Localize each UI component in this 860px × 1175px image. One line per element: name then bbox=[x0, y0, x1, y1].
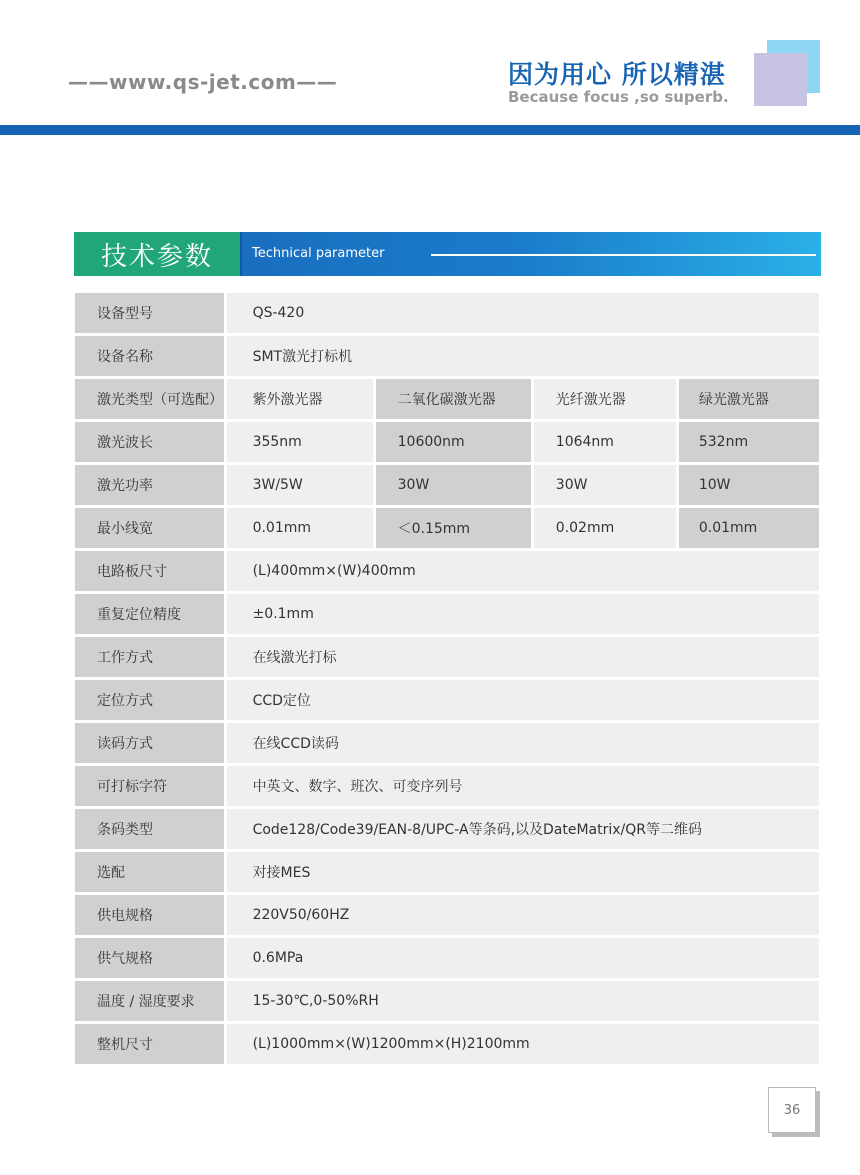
spec-table bbox=[75, 290, 819, 1067]
spec-label: 激光类型（可选配） bbox=[75, 379, 227, 419]
table-row bbox=[75, 981, 819, 1021]
table-row bbox=[75, 637, 819, 677]
spec-label: 电路板尺寸 bbox=[75, 551, 227, 591]
header-rule bbox=[0, 125, 860, 135]
spec-label: 激光功率 bbox=[75, 465, 227, 505]
laser-cell: 0.01mm bbox=[227, 508, 376, 548]
table-row bbox=[75, 852, 819, 892]
spec-label: 整机尺寸 bbox=[75, 1024, 227, 1064]
laser-cell: 绿光激光器 bbox=[679, 379, 819, 419]
spec-label: 供电规格 bbox=[75, 895, 227, 935]
decorative-purple-square bbox=[754, 53, 807, 106]
spec-label: 温度 / 湿度要求 bbox=[75, 981, 227, 1021]
section-banner bbox=[74, 232, 821, 276]
table-row bbox=[75, 680, 819, 720]
spec-label: 设备型号 bbox=[75, 293, 227, 333]
spec-label: 供气规格 bbox=[75, 938, 227, 978]
table-row bbox=[75, 508, 819, 548]
spec-label: 激光波长 bbox=[75, 422, 227, 462]
laser-cell: 0.02mm bbox=[534, 508, 679, 548]
slogan-chinese: 因为用心 所以精湛 bbox=[508, 60, 726, 89]
table-row bbox=[75, 766, 819, 806]
spec-value: 0.6MPa bbox=[227, 938, 819, 978]
laser-cell: 10W bbox=[679, 465, 819, 505]
spec-value: 中英文、数字、班次、可变序列号 bbox=[227, 766, 819, 806]
table-row bbox=[75, 551, 819, 591]
laser-cell: 30W bbox=[534, 465, 679, 505]
laser-cell: 紫外激光器 bbox=[227, 379, 376, 419]
spec-value: CCD定位 bbox=[227, 680, 819, 720]
spec-label: 条码类型 bbox=[75, 809, 227, 849]
spec-value: 在线CCD读码 bbox=[227, 723, 819, 763]
spec-value: SMT激光打标机 bbox=[227, 336, 819, 376]
spec-label: 最小线宽 bbox=[75, 508, 227, 548]
table-row bbox=[75, 465, 819, 505]
spec-value: (L)400mm×(W)400mm bbox=[227, 551, 819, 591]
laser-cell: 0.01mm bbox=[679, 508, 819, 548]
spec-label: 重复定位精度 bbox=[75, 594, 227, 634]
laser-cell: 532nm bbox=[679, 422, 819, 462]
table-row bbox=[75, 723, 819, 763]
spec-value: Code128/Code39/EAN-8/UPC-A等条码,以及DateMatrix/QR等二维码 bbox=[227, 809, 819, 849]
section-title-cn: 技术参数 bbox=[100, 241, 213, 272]
table-row bbox=[75, 938, 819, 978]
spec-label: 读码方式 bbox=[75, 723, 227, 763]
laser-cell: 10600nm bbox=[376, 422, 534, 462]
spec-label: 可打标字符 bbox=[75, 766, 227, 806]
site-url[interactable]: ——www.qs-jet.com—— bbox=[68, 70, 338, 94]
table-row bbox=[75, 293, 819, 333]
slogan-english: Because focus ,so superb. bbox=[508, 88, 729, 106]
table-row bbox=[75, 379, 819, 419]
table-row bbox=[75, 336, 819, 376]
spec-value: (L)1000mm×(W)1200mm×(H)2100mm bbox=[227, 1024, 819, 1064]
table-row bbox=[75, 809, 819, 849]
spec-value: ±0.1mm bbox=[227, 594, 819, 634]
section-title-box bbox=[74, 232, 242, 276]
laser-cell: 光纤激光器 bbox=[534, 379, 679, 419]
section-title-en: Technical parameter bbox=[252, 246, 385, 261]
table-row bbox=[75, 895, 819, 935]
table-row bbox=[75, 594, 819, 634]
spec-value: 在线激光打标 bbox=[227, 637, 819, 677]
table-row bbox=[75, 1024, 819, 1064]
laser-cell: 30W bbox=[376, 465, 534, 505]
spec-value: QS-420 bbox=[227, 293, 819, 333]
banner-line bbox=[431, 254, 816, 256]
page-number: 36 bbox=[768, 1087, 816, 1133]
spec-label: 选配 bbox=[75, 852, 227, 892]
spec-value: 对接MES bbox=[227, 852, 819, 892]
spec-label: 工作方式 bbox=[75, 637, 227, 677]
laser-cell: 3W/5W bbox=[227, 465, 376, 505]
table-row bbox=[75, 422, 819, 462]
spec-value: 15-30℃,0-50%RH bbox=[227, 981, 819, 1021]
laser-cell: 355nm bbox=[227, 422, 376, 462]
spec-value: 220V50/60HZ bbox=[227, 895, 819, 935]
spec-label: 定位方式 bbox=[75, 680, 227, 720]
laser-cell: 二氧化碳激光器 bbox=[376, 379, 534, 419]
laser-cell: 1064nm bbox=[534, 422, 679, 462]
spec-label: 设备名称 bbox=[75, 336, 227, 376]
laser-cell: ＜0.15mm bbox=[376, 508, 534, 548]
